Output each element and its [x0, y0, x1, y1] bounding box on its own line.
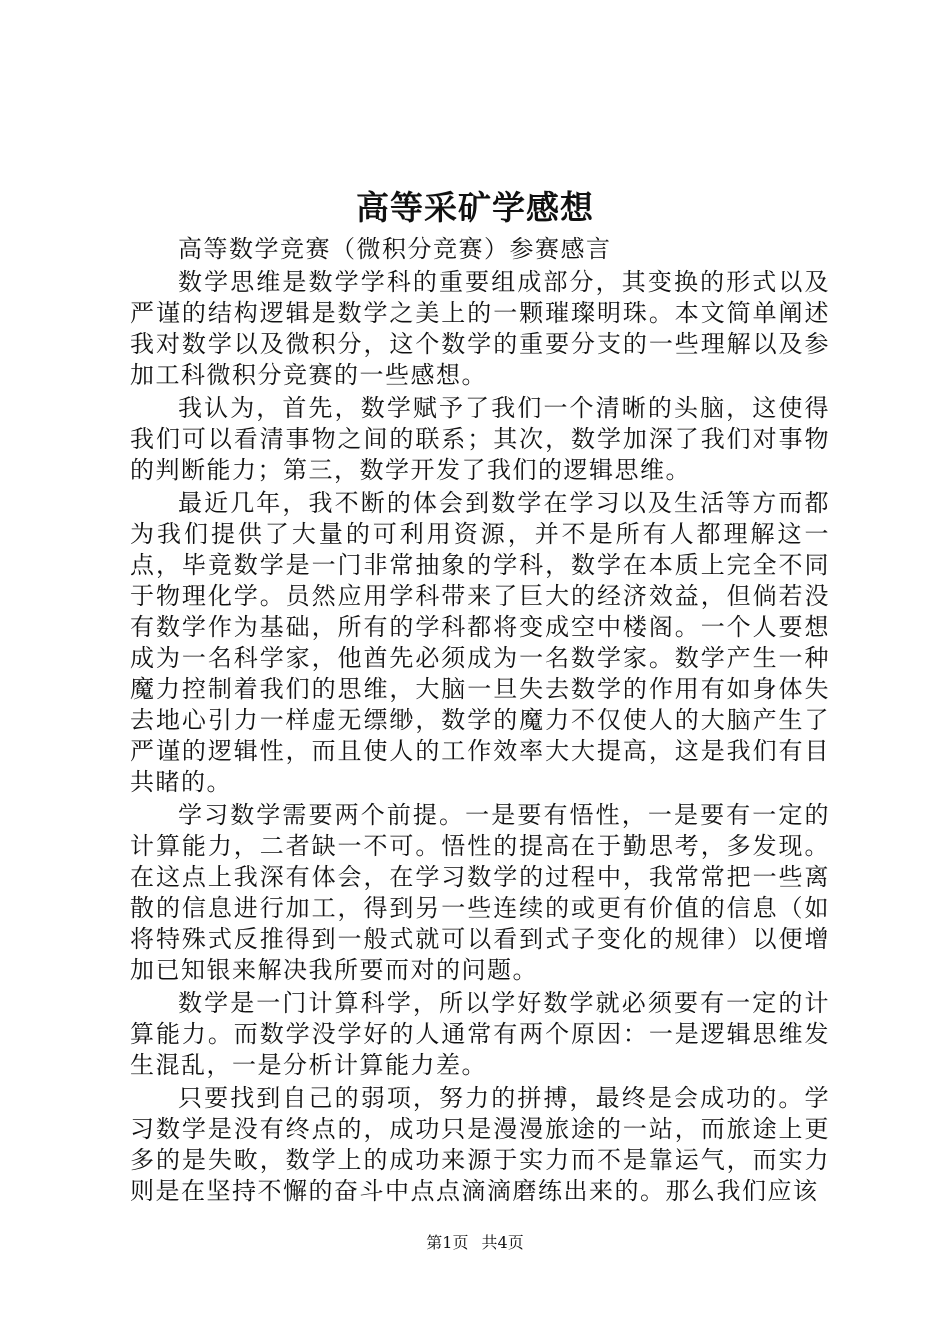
paragraph: 学习数学需要两个前提。一是要有悟性，一是要有一定的计算能力，二者缺一不可。悟性的提高在于勤思考，多发现。在这点上我深有体会，在学习数学的过程中，我常常把一些离散的信息进行加工，得到另一些连续的或更有价值的信息（如将特殊式反推得到一般式就可以看到式子变化的规律）以便增加已知银来解决我所要而对的问题。 — [130, 801, 830, 984]
paragraph: 只要找到自己的弱项，努力的拼搏，最终是会成功的。学习数学是没有终点的，成功只是漫漫旅途的一站，而旅途上更多的是失畋，数学上的成功来源于实力而不是靠运气，而实力则是在坚持不懈的奋斗中点点滴滴磨练出来的。那么我们应该 — [130, 1084, 830, 1205]
paragraph-subtitle: 高等数学竞赛（微积分竞赛）参赛感言 — [178, 235, 612, 263]
paragraph: 最近几年，我不断的体会到数学在学习以及生活等方而都为我们提供了大量的可利用资源，并不是所有人都理解这一点，毕竟数学是一门非常抽象的学科，数学在本质上完全不同于物理化学。员然应用学科带来了巨大的经济效益，但倘若没有数学作为基础，所有的学科都将变成空中楼阁。一个人要想成为一名科学家，他酋先必须成为一名数学家。数学产生一种魔力控制着我们的思维，大脑一旦失去数学的作用有如身体失去地心引力一样虚无缥缈，数学的魔力不仅使人的大脑产生了严谨的逻辑性，而且使人的工作效率大大提高，这是我们有目共睹的。 — [130, 489, 830, 796]
page-footer — [0, 1232, 950, 1254]
paragraph: 数学思维是数学学科的重要组成部分，其变换的形式以及严谨的结构逻辑是数学之美上的一颗璀璨明珠。本文简单阐述我对数学以及微积分，这个数学的重要分支的一些理解以及参加工科微积分竞赛的一些感想。 — [130, 268, 830, 389]
page-number: 第1页 — [426, 1233, 469, 1252]
page-total: 共4页 — [481, 1233, 524, 1252]
paragraph: 数学是一门计算科学，所以学好数学就必须要有一定的计算能力。而数学没学好的人通常有两个原因：一是逻辑思维发生混乱，一是分析计算能力差。 — [130, 989, 830, 1079]
document-title: 高等采矿学感想 — [356, 188, 594, 227]
paragraph: 我认为，首先，数学赋予了我们一个清晰的头脑，这使得我们可以看清事物之间的联系；其次，数学加深了我们对事物的判断能力；第三，数学开发了我们的逻辑思维。 — [130, 394, 830, 484]
document-body — [130, 234, 830, 1209]
